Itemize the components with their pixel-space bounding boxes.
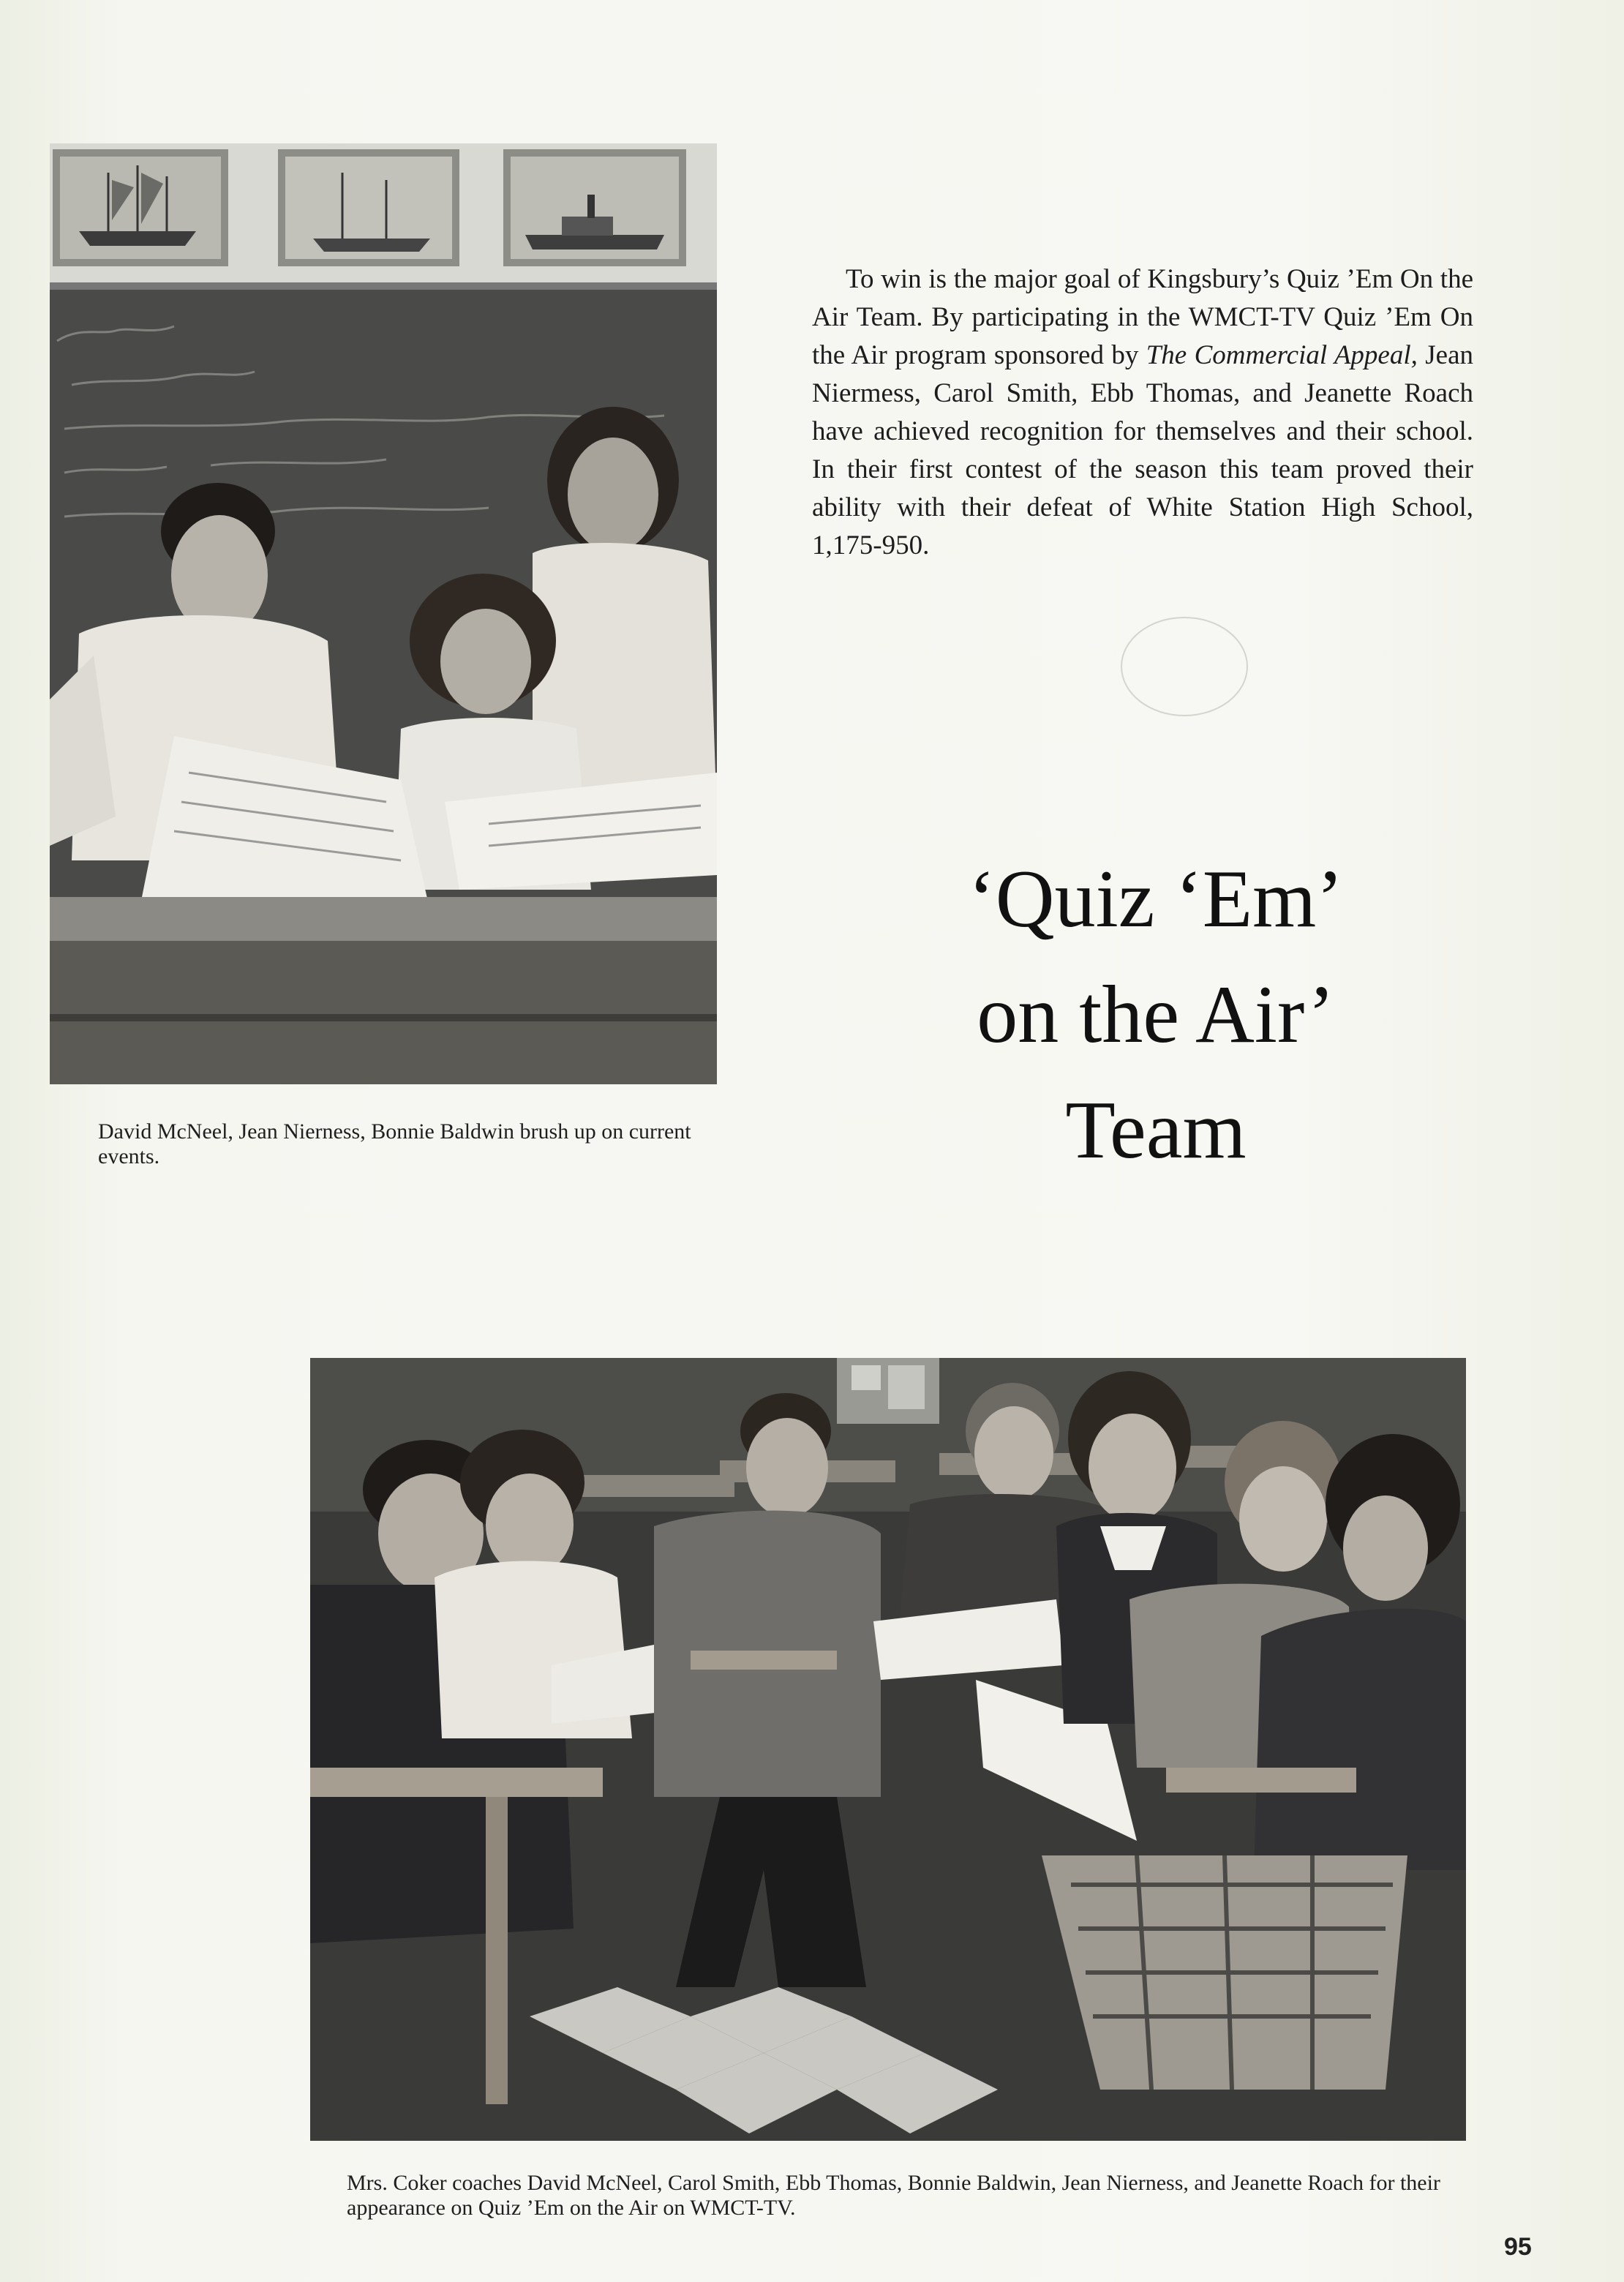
bottom-photo-caption: Mrs. Coker coaches David McNeel, Carol Smith, Ebb Thomas, Bonnie Baldwin, Jean Nierness, and Jeanette Roach for their appearance on Quiz ’Em on the Air on WMCT-TV. [347, 2171, 1440, 2220]
title-line-2: on the Air’ [977, 969, 1335, 1060]
title-line-3: Team [1065, 1085, 1247, 1176]
page-smudge [1121, 617, 1248, 716]
top-photo-caption: David McNeel, Jean Nierness, Bonnie Baldwin brush up on current events. [98, 1119, 691, 1168]
sponsor-name: The Commercial Appeal, [1146, 340, 1418, 370]
title-line-1: ‘Quiz ‘Em’ [968, 854, 1344, 945]
photo-team-with-coach [310, 1358, 1466, 2141]
article-body [812, 260, 1473, 565]
article-intro: To win is the major goal of Kingsbury’s Quiz ’Em On the Air Team. By participating in the WMCT-TV Quiz ’Em On the Air program sponsored by [812, 264, 1473, 370]
article-rest: Jean Niermess, Carol Smith, Ebb Thomas, and Jeanette Roach have achieved recognition for themselves and their school. In their first contest of the season this team proved their ability with their defeat of White Station High School, 1,175-950. [812, 340, 1474, 560]
photo-team-with-coach-image [310, 1358, 1466, 2141]
photo-students-reading-image [50, 143, 717, 1084]
photo-students-reading [50, 143, 717, 1084]
page-number: 95 [1504, 2233, 1532, 2261]
page-title [878, 841, 1434, 1188]
